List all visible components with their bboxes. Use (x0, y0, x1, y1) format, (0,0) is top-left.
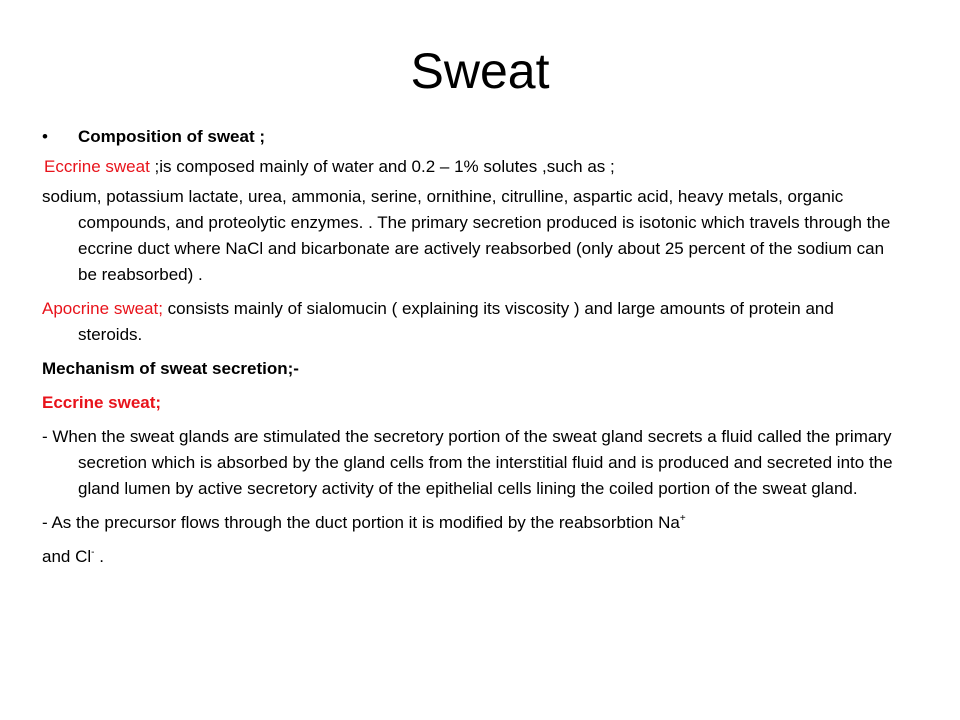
precursor-continuation (42, 544, 902, 570)
slide-title: Sweat (410, 43, 550, 99)
continuation-ending: . (94, 547, 104, 566)
composition-heading: Composition of sweat ; (78, 127, 265, 146)
apocrine-label: Apocrine sweat; (42, 299, 163, 318)
na-charge: + (679, 513, 686, 524)
slide-body (42, 124, 902, 578)
solutes-paragraph: sodium, potassium lactate, urea, ammonia, serine, ornithine, citrulline, aspartic acid, heavy metals, organic compounds, and proteolytic enzymes. . The primary secretion produced is isotonic which travels through the eccrine duct where NaCl and bicarbonate are actively reabsorbed (only about 25 percent of the sodium can be reabsorbed) . (42, 187, 891, 284)
eccrine-subheading: Eccrine sweat; (42, 393, 162, 412)
precursor-paragraph (42, 510, 902, 536)
precursor-text: - As the precursor flows through the duct portion it is modified by the reabsorbtion Na (42, 513, 680, 532)
eccrine-intro-text: ;is composed mainly of water and 0.2 – 1% solutes ,such as ; (154, 157, 615, 176)
stimulation-paragraph: - When the sweat glands are stimulated the secretory portion of the sweat gland secrets a fluid called the primary secretion which is absorbed by the gland cells from the interstitial fluid and is produced and secreted into the gland lumen by active secretory activity of the epithelial cells lining the coiled portion of the sweat gland. (42, 427, 893, 498)
cl-charge: - (91, 547, 95, 558)
continuation-text: and Cl (42, 547, 92, 566)
eccrine-label: Eccrine sweat (44, 157, 155, 176)
eccrine-intro (44, 154, 902, 180)
bullet-icon: • (42, 127, 48, 146)
mechanism-heading: Mechanism of sweat secretion;- (42, 359, 299, 378)
apocrine-text: consists mainly of sialomucin ( explaining its viscosity ) and large amounts of protein and steroids. (78, 299, 834, 344)
apocrine-paragraph (42, 296, 902, 348)
composition-bullet (42, 124, 902, 150)
